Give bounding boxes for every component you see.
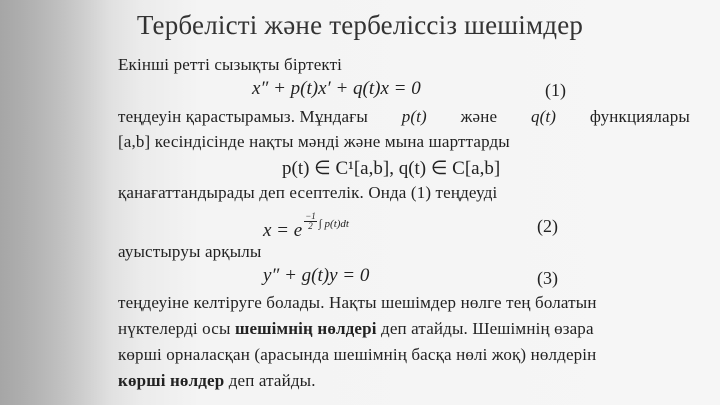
equation-3: y″ + g(t)y = 0 (263, 265, 370, 286)
text-line-2-part-c: функциялары (589, 107, 690, 126)
equation-2 (263, 212, 349, 242)
fraction-denominator: 2 (308, 221, 313, 231)
text-line-8: көрші орналасқан (арасында шешімнің басқа нөлі жоқ) нөлдерін (118, 345, 597, 364)
equation-2-integral: ∫ p(t)dt (318, 218, 349, 230)
text-line-4: қанағаттандырады деп есептелік. Онда (1) теңдеуді (118, 183, 498, 202)
text-line-9 (118, 371, 316, 391)
slide-title: Тербелісті және тербеліссіз шешімдер (136, 10, 584, 40)
text-line-2 (118, 107, 690, 127)
text-line-2-part-b: және (460, 107, 498, 126)
equation-2-number: (2) (537, 216, 558, 236)
text-line-9-part-b: деп атайды. (228, 371, 316, 390)
text-line-2-part-a: теңдеуін қарастырамыз. Мұндағы (118, 107, 368, 126)
text-line-1: Екінші ретті сызықты біртекті (118, 55, 343, 74)
text-line-6: теңдеуіне келтіруге болады. Нақты шешімдер нөлге тең болатын (118, 293, 597, 312)
q-of-t: q(t) (530, 107, 557, 126)
fraction-numerator: −1 (305, 211, 316, 221)
term-neighbor-zeros: көрші нөлдер (118, 371, 225, 390)
equation-2-fraction (304, 212, 317, 231)
condition-formula: p(t) ∈ C¹[a,b], q(t) ∈ C[a,b] (282, 158, 501, 179)
text-line-5: ауыстыруы арқылы (118, 242, 262, 261)
equation-2-lhs: x = e (263, 220, 303, 241)
equation-1-number: (1) (545, 80, 566, 100)
p-of-t: p(t) (401, 107, 427, 126)
equation-1: x″ + p(t)x′ + q(t)x = 0 (252, 78, 421, 99)
equation-3-number: (3) (537, 268, 558, 288)
left-shade-decoration (0, 0, 110, 405)
text-line-3: [a,b] кесіндісінде нақты мәнді және мына шарттарды (118, 132, 510, 151)
text-line-7-part-b: деп атайды. Шешімнің өзара (381, 319, 594, 338)
term-solution-zeros: шешімнің нөлдері (234, 319, 377, 338)
text-line-7 (118, 319, 594, 339)
text-line-7-part-a: нүктелерді осы (118, 319, 231, 338)
